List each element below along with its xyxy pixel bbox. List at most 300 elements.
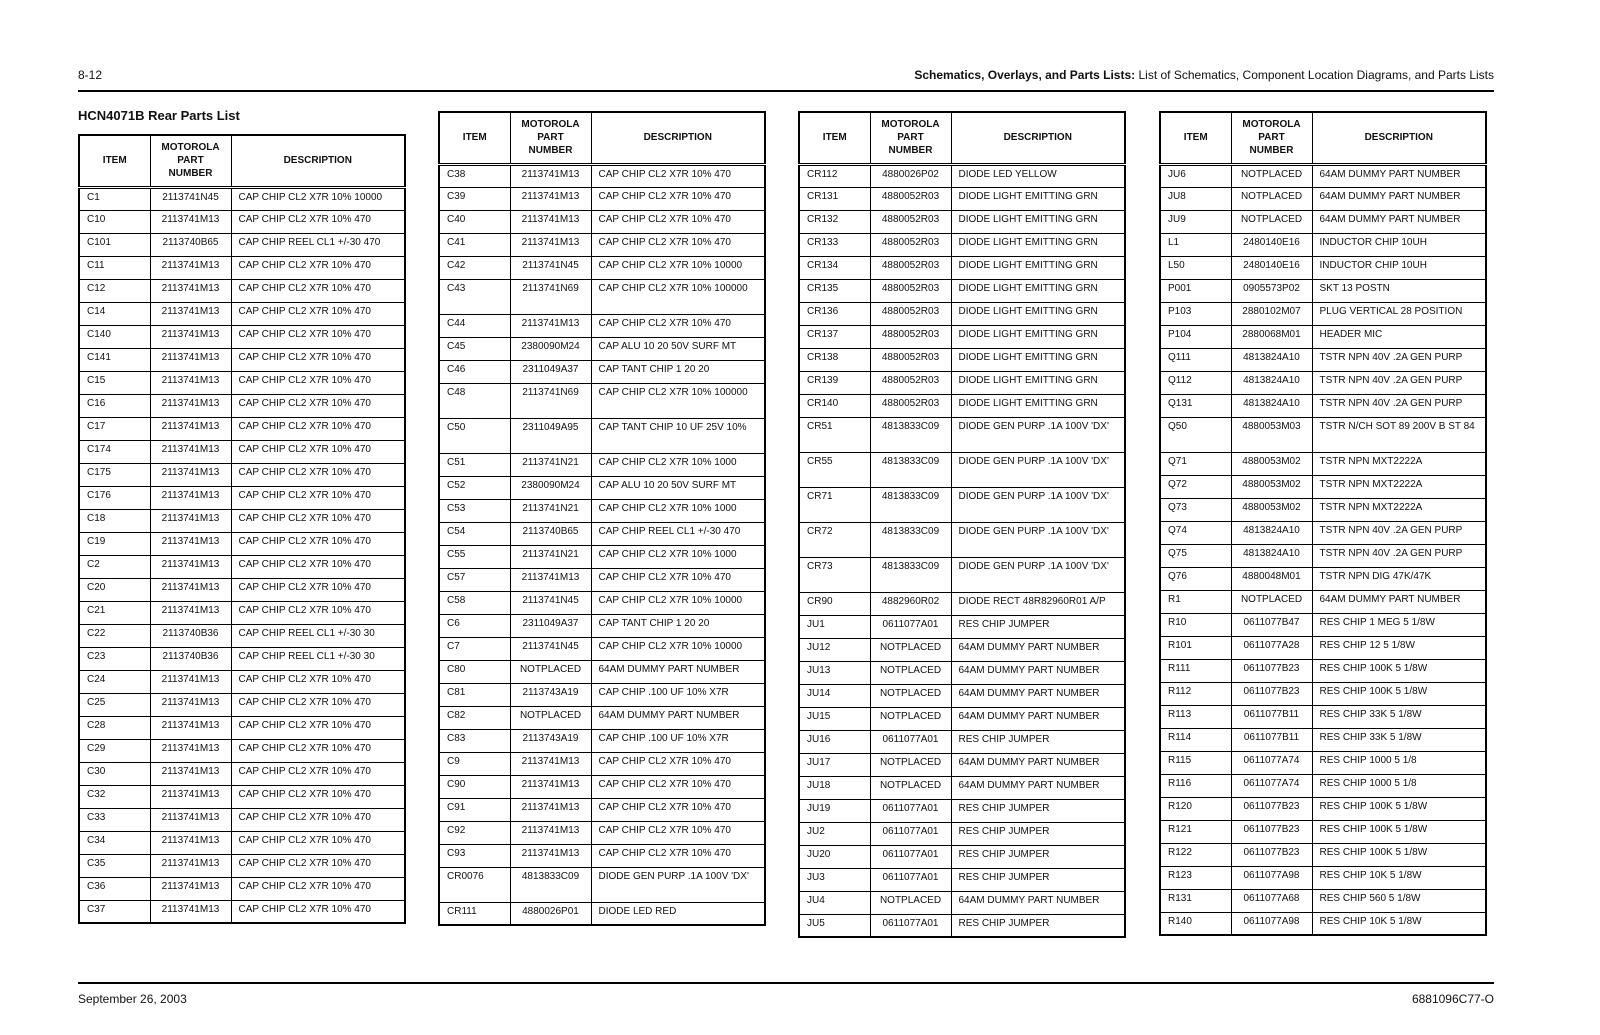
cell-part-number: 0611077B11 xyxy=(1231,705,1312,728)
table-row xyxy=(439,614,765,637)
header-row xyxy=(1160,112,1486,164)
table-row xyxy=(1160,475,1486,498)
cell-part-number: 4880052R03 xyxy=(870,394,951,417)
cell-item: P104 xyxy=(1160,325,1231,348)
cell-description: CAP CHIP CL2 X7R 10% 470 xyxy=(231,509,405,532)
cell-item: R123 xyxy=(1160,866,1231,889)
cell-description: CAP CHIP CL2 X7R 10% 470 xyxy=(591,164,765,187)
table-row xyxy=(79,831,405,854)
cell-part-number: 4880026P02 xyxy=(870,164,951,187)
cell-item: CR51 xyxy=(799,417,870,452)
cell-description: CAP CHIP CL2 X7R 10% 470 xyxy=(231,417,405,440)
cell-description: CAP CHIP CL2 X7R 10% 470 xyxy=(591,775,765,798)
cell-description: CAP CHIP CL2 X7R 10% 1000 xyxy=(591,545,765,568)
cell-item: JU8 xyxy=(1160,187,1231,210)
cell-part-number: 2113741M13 xyxy=(150,302,231,325)
cell-part-number: 2113741M13 xyxy=(510,821,591,844)
table-row xyxy=(1160,302,1486,325)
cell-description: DIODE GEN PURP .1A 100V 'DX' xyxy=(951,417,1125,452)
table-row xyxy=(799,487,1125,522)
cell-part-number: 2113741M13 xyxy=(510,164,591,187)
table-row xyxy=(439,729,765,752)
cell-description: CAP CHIP CL2 X7R 10% 470 xyxy=(231,808,405,831)
cell-description: 64AM DUMMY PART NUMBER xyxy=(951,684,1125,707)
cell-part-number: 4880026P01 xyxy=(510,902,591,925)
cell-description: CAP CHIP CL2 X7R 10% 470 xyxy=(231,900,405,923)
cell-description: DIODE LIGHT EMITTING GRN xyxy=(951,348,1125,371)
table-row xyxy=(799,661,1125,684)
table-row xyxy=(79,808,405,831)
cell-part-number: 0611077A01 xyxy=(870,868,951,891)
table-row xyxy=(799,638,1125,661)
header-row xyxy=(439,112,765,164)
cell-part-number: 2113741M13 xyxy=(150,578,231,601)
table-row xyxy=(1160,843,1486,866)
cell-description: CAP CHIP CL2 X7R 10% 470 xyxy=(231,716,405,739)
cell-item: C44 xyxy=(439,314,510,337)
cell-description: 64AM DUMMY PART NUMBER xyxy=(951,891,1125,914)
cell-item: C14 xyxy=(79,302,150,325)
cell-description: DIODE LIGHT EMITTING GRN xyxy=(951,233,1125,256)
table-row xyxy=(799,325,1125,348)
table-row xyxy=(79,624,405,647)
cell-part-number: 2113741M13 xyxy=(150,693,231,716)
cell-item: C92 xyxy=(439,821,510,844)
table-row xyxy=(439,476,765,499)
col-header-description: DESCRIPTION xyxy=(1312,112,1486,164)
col-header-description: DESCRIPTION xyxy=(951,112,1125,164)
cell-item: R114 xyxy=(1160,728,1231,751)
cell-description: CAP TANT CHIP 1 20 20 xyxy=(591,360,765,383)
table-row xyxy=(79,716,405,739)
table-row xyxy=(439,775,765,798)
table-row xyxy=(799,187,1125,210)
cell-description: 64AM DUMMY PART NUMBER xyxy=(1312,590,1486,613)
running-header xyxy=(914,68,1494,82)
cell-description: RES CHIP JUMPER xyxy=(951,914,1125,937)
cell-description: CAP CHIP CL2 X7R 10% 470 xyxy=(231,854,405,877)
cell-description: 64AM DUMMY PART NUMBER xyxy=(951,661,1125,684)
table-row xyxy=(799,557,1125,592)
cell-part-number: 2113740B36 xyxy=(150,647,231,670)
cell-part-number: 2113741N45 xyxy=(150,187,231,210)
cell-item: R112 xyxy=(1160,682,1231,705)
table-row xyxy=(439,752,765,775)
table-row xyxy=(79,509,405,532)
cell-item: JU18 xyxy=(799,776,870,799)
cell-description: RES CHIP 1000 5 1/8 xyxy=(1312,751,1486,774)
cell-part-number: NOTPLACED xyxy=(1231,210,1312,233)
col-header-part-line: MOTOROLA xyxy=(161,142,220,154)
cell-item: C19 xyxy=(79,532,150,555)
cell-item: CR55 xyxy=(799,452,870,487)
table-row xyxy=(439,706,765,729)
cell-part-number: 0611077A98 xyxy=(1231,912,1312,935)
table-row xyxy=(439,453,765,476)
cell-item: CR135 xyxy=(799,279,870,302)
cell-part-number: NOTPLACED xyxy=(870,776,951,799)
table-row xyxy=(439,337,765,360)
cell-description: 64AM DUMMY PART NUMBER xyxy=(951,707,1125,730)
page-number: 8-12 xyxy=(78,68,103,82)
cell-description: CAP CHIP CL2 X7R 10% 470 xyxy=(231,670,405,693)
cell-description: CAP CHIP CL2 X7R 10% 470 xyxy=(231,371,405,394)
cell-description: CAP CHIP CL2 X7R 10% 10000 xyxy=(591,256,765,279)
cell-description: CAP CHIP CL2 X7R 10% 470 xyxy=(231,348,405,371)
cell-part-number: 4813824A10 xyxy=(1231,521,1312,544)
parts-table-4 xyxy=(1159,111,1487,936)
table-row xyxy=(79,900,405,923)
running-header-bold: Schematics, Overlays, and Parts Lists: xyxy=(914,68,1136,82)
cell-description: CAP CHIP CL2 X7R 10% 470 xyxy=(231,394,405,417)
table-row xyxy=(1160,659,1486,682)
cell-description: CAP CHIP CL2 X7R 10% 470 xyxy=(231,693,405,716)
cell-part-number: 0611077A01 xyxy=(870,730,951,753)
cell-item: R122 xyxy=(1160,843,1231,866)
footer-rule xyxy=(78,982,1494,984)
cell-description: CAP CHIP CL2 X7R 10% 470 xyxy=(231,831,405,854)
cell-description: CAP CHIP CL2 X7R 10% 10000 xyxy=(591,637,765,660)
table-row xyxy=(79,785,405,808)
cell-item: CR140 xyxy=(799,394,870,417)
cell-item: C51 xyxy=(439,453,510,476)
cell-item: C30 xyxy=(79,762,150,785)
cell-part-number: 2113741M13 xyxy=(510,210,591,233)
cell-item: JU6 xyxy=(1160,164,1231,187)
cell-part-number: 0611077A98 xyxy=(1231,866,1312,889)
table-row xyxy=(439,256,765,279)
cell-item: C40 xyxy=(439,210,510,233)
cell-description: RES CHIP 10K 5 1/8W xyxy=(1312,912,1486,935)
table-row xyxy=(439,568,765,591)
table-row xyxy=(439,798,765,821)
cell-description: CAP CHIP CL2 X7R 10% 470 xyxy=(231,210,405,233)
cell-description: CAP CHIP CL2 X7R 10% 470 xyxy=(231,532,405,555)
footer-doc-number: 6881096C77-O xyxy=(1411,992,1494,1006)
cell-item: R115 xyxy=(1160,751,1231,774)
cell-item: C91 xyxy=(439,798,510,821)
cell-item: C41 xyxy=(439,233,510,256)
cell-item: C11 xyxy=(79,256,150,279)
cell-description: TSTR NPN MXT2222A xyxy=(1312,452,1486,475)
cell-item: C57 xyxy=(439,568,510,591)
cell-description: CAP CHIP CL2 X7R 10% 470 xyxy=(231,555,405,578)
col-header-part-line: PART xyxy=(177,155,204,167)
cell-part-number: 4813833C09 xyxy=(870,557,951,592)
cell-part-number: 4880052R03 xyxy=(870,302,951,325)
cell-description: DIODE LIGHT EMITTING GRN xyxy=(951,187,1125,210)
cell-item: C18 xyxy=(79,509,150,532)
cell-part-number: 0611077B23 xyxy=(1231,797,1312,820)
cell-part-number: 0611077A01 xyxy=(870,822,951,845)
cell-description: CAP TANT CHIP 10 UF 25V 10% xyxy=(591,418,765,453)
table-row xyxy=(799,776,1125,799)
cell-part-number: 2113741M13 xyxy=(150,808,231,831)
cell-part-number: 2113741N45 xyxy=(510,591,591,614)
cell-description: INDUCTOR CHIP 10UH xyxy=(1312,233,1486,256)
cell-item: C24 xyxy=(79,670,150,693)
cell-description: 64AM DUMMY PART NUMBER xyxy=(1312,210,1486,233)
cell-item: C81 xyxy=(439,683,510,706)
cell-item: JU1 xyxy=(799,615,870,638)
cell-item: C12 xyxy=(79,279,150,302)
table-row xyxy=(1160,417,1486,452)
table-row xyxy=(1160,820,1486,843)
cell-item: CR131 xyxy=(799,187,870,210)
cell-item: JU4 xyxy=(799,891,870,914)
cell-item: C42 xyxy=(439,256,510,279)
table-row xyxy=(799,822,1125,845)
cell-description: TSTR NPN 40V .2A GEN PURP xyxy=(1312,544,1486,567)
table-row xyxy=(1160,590,1486,613)
table-row xyxy=(439,360,765,383)
cell-item: C52 xyxy=(439,476,510,499)
cell-part-number: 4813824A10 xyxy=(1231,394,1312,417)
cell-part-number: 2113741M13 xyxy=(510,314,591,337)
cell-description: RES CHIP 10K 5 1/8W xyxy=(1312,866,1486,889)
table-row xyxy=(1160,912,1486,935)
cell-item: JU20 xyxy=(799,845,870,868)
cell-description: CAP CHIP CL2 X7R 10% 470 xyxy=(231,877,405,900)
cell-part-number: 2113740B65 xyxy=(510,522,591,545)
cell-item: C54 xyxy=(439,522,510,545)
table-row xyxy=(79,417,405,440)
cell-item: CR111 xyxy=(439,902,510,925)
cell-description: TSTR NPN 40V .2A GEN PURP xyxy=(1312,348,1486,371)
table-row xyxy=(79,371,405,394)
cell-description: DIODE GEN PURP .1A 100V 'DX' xyxy=(591,867,765,902)
cell-description: DIODE LIGHT EMITTING GRN xyxy=(951,256,1125,279)
cell-part-number: NOTPLACED xyxy=(870,684,951,707)
cell-item: JU19 xyxy=(799,799,870,822)
cell-description: HEADER MIC xyxy=(1312,325,1486,348)
cell-description: CAP CHIP CL2 X7R 10% 470 xyxy=(591,233,765,256)
cell-part-number: 2113741N45 xyxy=(510,256,591,279)
table-row xyxy=(799,615,1125,638)
table-row xyxy=(1160,774,1486,797)
table-row xyxy=(799,753,1125,776)
cell-part-number: 0905573P02 xyxy=(1231,279,1312,302)
parts-table-2 xyxy=(438,111,766,926)
cell-description: CAP CHIP .100 UF 10% X7R xyxy=(591,683,765,706)
table-row xyxy=(1160,636,1486,659)
cell-description: CAP CHIP CL2 X7R 10% 470 xyxy=(231,578,405,601)
cell-part-number: 2480140E16 xyxy=(1231,233,1312,256)
cell-part-number: 2113743A19 xyxy=(510,729,591,752)
cell-part-number: 2113741M13 xyxy=(510,568,591,591)
table-row xyxy=(1160,797,1486,820)
cell-item: C16 xyxy=(79,394,150,417)
cell-part-number: 2113741N21 xyxy=(510,453,591,476)
table-row xyxy=(1160,751,1486,774)
cell-part-number: NOTPLACED xyxy=(870,661,951,684)
table-row xyxy=(79,670,405,693)
table-row xyxy=(439,499,765,522)
cell-item: C46 xyxy=(439,360,510,383)
cell-description: DIODE RECT 48R82960R01 A/P xyxy=(951,592,1125,615)
cell-part-number: 4880052R03 xyxy=(870,233,951,256)
cell-part-number: 2113741M13 xyxy=(150,325,231,348)
cell-part-number: 2113741M13 xyxy=(150,440,231,463)
cell-description: CAP CHIP CL2 X7R 10% 470 xyxy=(591,210,765,233)
cell-description: CAP ALU 10 20 50V SURF MT xyxy=(591,337,765,360)
cell-part-number: 2311049A95 xyxy=(510,418,591,453)
cell-item: CR72 xyxy=(799,522,870,557)
cell-part-number: 0611077A01 xyxy=(870,914,951,937)
cell-part-number: 2113741M13 xyxy=(150,256,231,279)
table-row xyxy=(1160,279,1486,302)
table-row xyxy=(79,578,405,601)
table-row xyxy=(799,371,1125,394)
cell-description: CAP CHIP REEL CL1 +/-30 30 xyxy=(231,647,405,670)
cell-description: TSTR NPN DIG 47K/47K xyxy=(1312,567,1486,590)
cell-item: R120 xyxy=(1160,797,1231,820)
table-row xyxy=(79,739,405,762)
cell-part-number: 2113741M13 xyxy=(150,831,231,854)
cell-item: C55 xyxy=(439,545,510,568)
cell-description: TSTR N/CH SOT 89 200V B ST 84 xyxy=(1312,417,1486,452)
cell-part-number: 4813833C09 xyxy=(870,487,951,522)
cell-part-number: 0611077A01 xyxy=(870,799,951,822)
cell-item: R116 xyxy=(1160,774,1231,797)
table-row xyxy=(799,891,1125,914)
cell-item: R131 xyxy=(1160,889,1231,912)
table-row xyxy=(799,233,1125,256)
cell-description: CAP CHIP REEL CL1 +/-30 470 xyxy=(591,522,765,545)
cell-description: CAP CHIP CL2 X7R 10% 1000 xyxy=(591,453,765,476)
cell-description: CAP CHIP CL2 X7R 10% 470 xyxy=(591,752,765,775)
cell-description: TSTR NPN MXT2222A xyxy=(1312,475,1486,498)
cell-item: R10 xyxy=(1160,613,1231,636)
cell-part-number: 2480140E16 xyxy=(1231,256,1312,279)
cell-item: C25 xyxy=(79,693,150,716)
cell-part-number: 2880068M01 xyxy=(1231,325,1312,348)
table-row xyxy=(439,902,765,925)
cell-item: JU13 xyxy=(799,661,870,684)
table-row xyxy=(439,314,765,337)
col-header-item: ITEM xyxy=(79,135,150,187)
cell-item: JU9 xyxy=(1160,210,1231,233)
cell-item: C141 xyxy=(79,348,150,371)
cell-item: JU17 xyxy=(799,753,870,776)
cell-part-number: 2113741M13 xyxy=(150,555,231,578)
cell-description: CAP CHIP CL2 X7R 10% 470 xyxy=(231,279,405,302)
table-row xyxy=(439,233,765,256)
table-row xyxy=(799,164,1125,187)
cell-part-number: 2880102M07 xyxy=(1231,302,1312,325)
cell-item: C80 xyxy=(439,660,510,683)
cell-part-number: 2380090M24 xyxy=(510,476,591,499)
table-row xyxy=(799,210,1125,233)
cell-description: 64AM DUMMY PART NUMBER xyxy=(1312,164,1486,187)
cell-part-number: 4880052R03 xyxy=(870,279,951,302)
cell-description: CAP CHIP CL2 X7R 10% 10000 xyxy=(591,591,765,614)
cell-part-number: 4880052R03 xyxy=(870,348,951,371)
cell-part-number: 4880053M03 xyxy=(1231,417,1312,452)
cell-part-number: 2113741M13 xyxy=(150,532,231,555)
cell-item: C21 xyxy=(79,601,150,624)
cell-part-number: 2113741M13 xyxy=(150,785,231,808)
col-header-part-line: MOTOROLA xyxy=(881,119,940,131)
cell-description: DIODE GEN PURP .1A 100V 'DX' xyxy=(951,487,1125,522)
cell-part-number: 4880052R03 xyxy=(870,325,951,348)
running-header-rest: List of Schematics, Component Location Diagrams, and Parts Lists xyxy=(1138,68,1494,82)
cell-item: C43 xyxy=(439,279,510,314)
cell-part-number: NOTPLACED xyxy=(870,891,951,914)
cell-part-number: 0611077B11 xyxy=(1231,728,1312,751)
cell-item: C10 xyxy=(79,210,150,233)
cell-description: 64AM DUMMY PART NUMBER xyxy=(591,706,765,729)
cell-part-number: 4880052R03 xyxy=(870,371,951,394)
cell-item: Q112 xyxy=(1160,371,1231,394)
cell-description: CAP CHIP CL2 X7R 10% 470 xyxy=(591,187,765,210)
table-row xyxy=(439,418,765,453)
cell-part-number: 2113740B65 xyxy=(150,233,231,256)
cell-item: C28 xyxy=(79,716,150,739)
cell-part-number: 4813824A10 xyxy=(1231,348,1312,371)
cell-part-number: 2113743A19 xyxy=(510,683,591,706)
cell-description: CAP CHIP REEL CL1 +/-30 30 xyxy=(231,624,405,647)
cell-item: C50 xyxy=(439,418,510,453)
cell-item: CR90 xyxy=(799,592,870,615)
cell-part-number: 4813833C09 xyxy=(870,522,951,557)
cell-description: CAP ALU 10 20 50V SURF MT xyxy=(591,476,765,499)
cell-description: DIODE LIGHT EMITTING GRN xyxy=(951,394,1125,417)
table-row xyxy=(79,440,405,463)
cell-description: RES CHIP 100K 5 1/8W xyxy=(1312,682,1486,705)
table-row xyxy=(79,555,405,578)
cell-description: CAP CHIP CL2 X7R 10% 470 xyxy=(231,486,405,509)
table-row xyxy=(1160,394,1486,417)
cell-description: CAP CHIP CL2 X7R 10% 470 xyxy=(231,256,405,279)
cell-item: C101 xyxy=(79,233,150,256)
table-row xyxy=(799,417,1125,452)
cell-part-number: 2113741M13 xyxy=(150,279,231,302)
cell-part-number: 4880052R03 xyxy=(870,187,951,210)
cell-part-number: 2113741M13 xyxy=(150,900,231,923)
cell-part-number: 0611077A01 xyxy=(870,615,951,638)
cell-item: C15 xyxy=(79,371,150,394)
cell-part-number: 2113741M13 xyxy=(150,716,231,739)
cell-item: C32 xyxy=(79,785,150,808)
cell-part-number: NOTPLACED xyxy=(1231,590,1312,613)
table-row xyxy=(439,844,765,867)
footer-date: September 26, 2003 xyxy=(78,992,187,1006)
cell-item: C17 xyxy=(79,417,150,440)
table-row xyxy=(799,845,1125,868)
cell-description: 64AM DUMMY PART NUMBER xyxy=(951,776,1125,799)
col-header-description: DESCRIPTION xyxy=(591,112,765,164)
cell-item: Q72 xyxy=(1160,475,1231,498)
table-row xyxy=(79,463,405,486)
header-row xyxy=(79,135,405,187)
cell-description: RES CHIP JUMPER xyxy=(951,822,1125,845)
cell-item: R140 xyxy=(1160,912,1231,935)
cell-part-number: 2113741N21 xyxy=(510,545,591,568)
table-row xyxy=(1160,521,1486,544)
cell-part-number: 2113741M13 xyxy=(150,739,231,762)
cell-description: 64AM DUMMY PART NUMBER xyxy=(591,660,765,683)
col-header-part-line: NUMBER xyxy=(1249,145,1294,157)
cell-item: R1 xyxy=(1160,590,1231,613)
table-row xyxy=(79,279,405,302)
cell-item: C175 xyxy=(79,463,150,486)
cell-description: TSTR NPN 40V .2A GEN PURP xyxy=(1312,394,1486,417)
cell-part-number: 2113741N69 xyxy=(510,279,591,314)
col-header-part-line: NUMBER xyxy=(888,145,933,157)
cell-description: PLUG VERTICAL 28 POSITION xyxy=(1312,302,1486,325)
cell-description: RES CHIP 100K 5 1/8W xyxy=(1312,659,1486,682)
